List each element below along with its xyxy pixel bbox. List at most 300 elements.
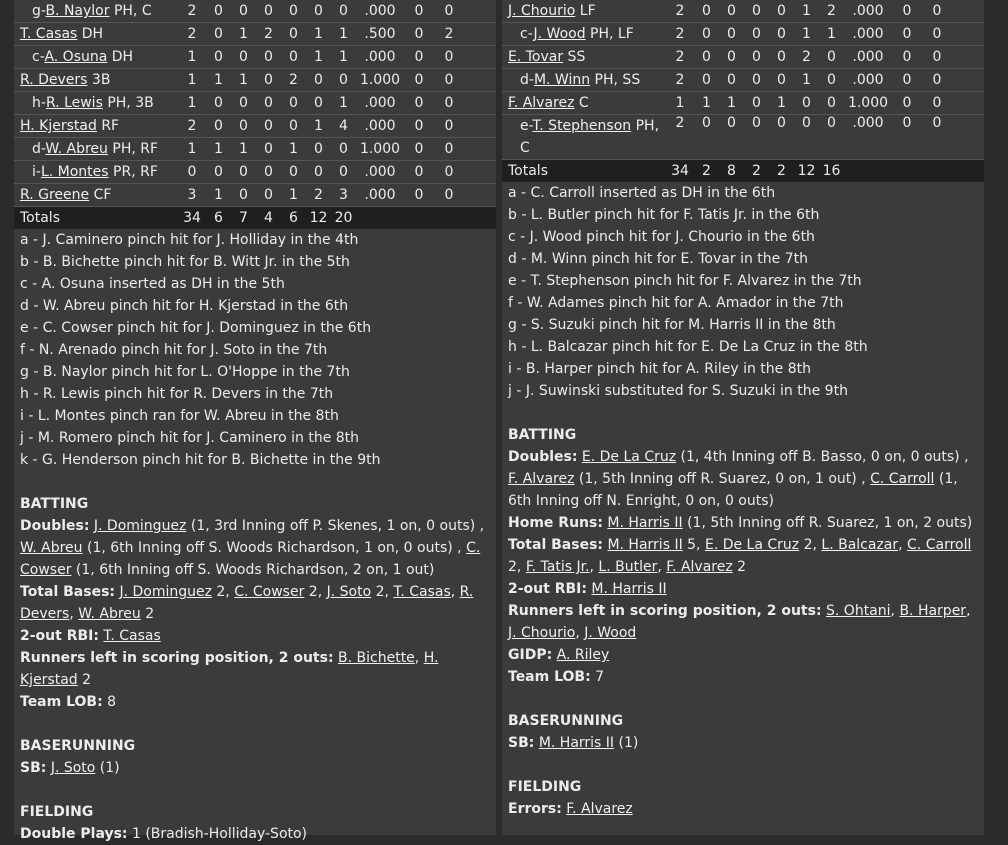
right-risp: Runners left in scoring position, 2 outs: S. Ohtani, B. Harper, J. Chourio, J. Wood — [508, 603, 971, 641]
right-fielding-heading: FIELDING — [508, 779, 582, 795]
player-link[interactable]: J. Soto — [50, 760, 96, 776]
spacer-cell — [952, 69, 984, 92]
player-row — [14, 161, 496, 184]
player-link[interactable]: L. Butler — [598, 559, 658, 575]
stat-cell: 0 — [819, 46, 844, 69]
stat-cell: 0 — [256, 69, 281, 92]
stat-cell: 0 — [922, 92, 952, 115]
totals-stat: 2 — [769, 160, 794, 183]
stat-cell: 1 — [231, 138, 256, 161]
player-link[interactable]: H. Kjerstad — [20, 118, 97, 134]
left-stolen-bases: SB: J. Soto (1) — [20, 760, 120, 776]
player-link[interactable]: E. De La Cruz — [581, 449, 677, 465]
totals-stat: 8 — [719, 160, 744, 183]
player-row — [14, 115, 496, 138]
spacer-cell — [464, 69, 496, 92]
stat-cell: 0 — [281, 23, 306, 46]
stat-cell: 1 — [206, 69, 231, 92]
sub-prefix: e- — [520, 118, 533, 134]
player-link[interactable]: J. Dominguez — [93, 518, 187, 534]
spacer-cell — [464, 115, 496, 138]
stat-cell: 2 — [178, 23, 206, 46]
player-row — [14, 92, 496, 115]
player-link[interactable]: M. Harris II — [607, 537, 683, 553]
player-position: C — [574, 95, 589, 111]
spacer-cell — [464, 23, 496, 46]
stat-cell: 0 — [231, 184, 256, 207]
stat-cell: 0 — [306, 161, 331, 184]
stat-cell: .000 — [844, 0, 892, 23]
stat-cell: 0 — [922, 115, 952, 160]
stat-cell: 0 — [306, 138, 331, 161]
totals-stat: 4 — [256, 207, 281, 230]
right-total-bases: Total Bases: M. Harris II 5, E. De La Cruz 2, L. Balcazar, C. Carroll 2, F. Tatis Jr., L. Butler, F. Alvarez 2 — [508, 537, 972, 575]
stat-cell: 0 — [744, 69, 769, 92]
stat-cell: 0 — [306, 0, 331, 23]
player-position: PH, C — [520, 118, 660, 156]
substitution-note: g - B. Naylor pinch hit for L. O'Hoppe in the 7th — [20, 364, 350, 380]
right-team-lob: Team LOB: 7 — [508, 669, 605, 685]
stat-cell: 0 — [434, 0, 464, 23]
player-link[interactable]: F. Tatis Jr. — [525, 559, 590, 575]
right-doubles: Doubles: E. De La Cruz (1, 4th Inning off B. Basso, 0 on, 0 outs) , F. Alvarez (1, 5th Inning off R. Suarez, 0 on, 1 out) , C. Carroll (1, 6th Inning off N. Enright, 0 on, 0 outs) — [508, 449, 969, 509]
stat-cell: 0 — [769, 46, 794, 69]
stat-cell: 0 — [281, 161, 306, 184]
player-link[interactable]: B. Bichette — [338, 650, 415, 666]
player-row — [502, 69, 984, 92]
stat-cell: 0 — [206, 92, 231, 115]
stat-cell: 1 — [231, 23, 256, 46]
player-position: LF — [575, 3, 596, 19]
stat-cell: .000 — [356, 184, 404, 207]
stat-cell: 2 — [178, 115, 206, 138]
stat-cell: 0 — [306, 92, 331, 115]
player-cell — [14, 138, 178, 161]
stat-cell: 2 — [306, 184, 331, 207]
totals-stat: 20 — [331, 207, 356, 230]
stat-cell: .000 — [356, 161, 404, 184]
player-position: PH, C — [109, 3, 152, 19]
stat-cell: 0 — [819, 69, 844, 92]
stat-cell: 1 — [819, 23, 844, 46]
spacer-cell — [464, 138, 496, 161]
left-team-boxscore — [14, 0, 496, 842]
stat-cell: 0 — [404, 184, 434, 207]
stat-cell: 0 — [892, 46, 922, 69]
left-risp: Runners left in scoring position, 2 outs: B. Bichette, H. Kjerstad 2 — [20, 650, 439, 688]
stat-cell: 0 — [719, 69, 744, 92]
stat-cell: 2 — [794, 46, 819, 69]
stat-cell: 0 — [256, 46, 281, 69]
player-position: PH, SS — [590, 72, 641, 88]
sub-prefix: d- — [32, 141, 46, 157]
stat-cell: 0 — [256, 184, 281, 207]
totals-stat — [404, 207, 434, 230]
player-row — [14, 23, 496, 46]
stat-cell: 0 — [719, 23, 744, 46]
substitution-note: g - S. Suzuki pinch hit for M. Harris II in the 8th — [508, 317, 836, 333]
stat-cell: 0 — [231, 161, 256, 184]
right-team-boxscore — [502, 0, 984, 835]
stat-cell: 1 — [178, 69, 206, 92]
stat-cell: 0 — [719, 46, 744, 69]
player-link[interactable]: B. Harper — [899, 603, 967, 619]
player-cell — [502, 69, 666, 92]
player-link[interactable]: F. Alvarez — [508, 471, 575, 487]
spacer-cell — [464, 0, 496, 23]
player-link[interactable]: M. Harris II — [538, 735, 615, 751]
right-substitution-notes — [502, 182, 984, 402]
substitution-note: k - G. Henderson pinch hit for B. Bichette in the 9th — [20, 452, 381, 468]
player-row — [14, 138, 496, 161]
totals-stat — [922, 160, 952, 183]
player-cell — [502, 46, 666, 69]
substitution-note: c - J. Wood pinch hit for J. Chourio in the 6th — [508, 229, 815, 245]
spacer-cell — [952, 23, 984, 46]
player-link[interactable]: A. Riley — [556, 647, 610, 663]
player-link[interactable]: F. Alvarez — [666, 559, 733, 575]
stat-cell: 0 — [404, 69, 434, 92]
totals-row — [502, 160, 984, 183]
player-link[interactable]: W. Abreu — [45, 141, 108, 157]
stat-cell: 0 — [256, 115, 281, 138]
stat-cell: .000 — [844, 69, 892, 92]
totals-stat: 12 — [794, 160, 819, 183]
player-cell — [14, 46, 178, 69]
player-link[interactable]: J. Soto — [326, 584, 372, 600]
stat-cell: 0 — [769, 23, 794, 46]
stat-cell: 0 — [819, 115, 844, 160]
player-link[interactable]: E. De La Cruz — [704, 537, 800, 553]
stat-cell: 0 — [744, 92, 769, 115]
stat-cell: 1 — [231, 69, 256, 92]
player-link[interactable]: E. Tovar — [508, 49, 564, 65]
player-cell — [502, 23, 666, 46]
substitution-note: a - C. Carroll inserted as DH in the 6th — [508, 185, 776, 201]
player-link[interactable]: R. Devers — [20, 72, 88, 88]
left-doubles: Doubles: J. Dominguez (1, 3rd Inning off P. Skenes, 1 on, 0 outs) , W. Abreu (1, 6th Inning off S. Woods Richardson, 1 on, 0 outs) , C. Cowser (1, 6th Inning off S. Woods Richardson, 2 on, 1 out) — [20, 518, 485, 578]
spacer-cell — [464, 46, 496, 69]
player-row — [502, 0, 984, 23]
player-position: CF — [89, 187, 112, 203]
stat-cell: 0 — [694, 46, 719, 69]
substitution-note: b - L. Butler pinch hit for F. Tatis Jr. in the 6th — [508, 207, 820, 223]
sub-prefix: i- — [32, 164, 41, 180]
stat-cell: 0 — [206, 23, 231, 46]
stat-cell: 0 — [794, 92, 819, 115]
stat-cell: 1 — [306, 23, 331, 46]
stat-cell: 1 — [794, 0, 819, 23]
totals-stat: 12 — [306, 207, 331, 230]
player-position: 3B — [87, 72, 111, 88]
player-link[interactable]: T. Casas — [20, 26, 78, 42]
player-row — [502, 46, 984, 69]
player-link[interactable]: F. Alvarez — [508, 95, 575, 111]
player-row — [502, 115, 984, 160]
stat-cell: 0 — [206, 46, 231, 69]
player-link[interactable]: R. Greene — [20, 187, 90, 203]
player-position: PH, 3B — [102, 95, 154, 111]
totals-stat: 2 — [694, 160, 719, 183]
right-gidp: GIDP: A. Riley — [508, 647, 610, 663]
spacer-cell — [952, 0, 984, 23]
spacer-cell — [952, 160, 984, 183]
stat-cell: 1.000 — [356, 138, 404, 161]
substitution-note: f - W. Adames pinch hit for A. Amador in the 7th — [508, 295, 844, 311]
totals-stat: 34 — [666, 160, 694, 183]
stat-cell: .000 — [356, 92, 404, 115]
right-batting-section — [502, 424, 984, 820]
stat-cell: 0 — [256, 0, 281, 23]
player-link[interactable]: J. Wood — [584, 625, 637, 641]
player-link[interactable]: J. Chourio — [508, 3, 576, 19]
stat-cell: 0 — [331, 69, 356, 92]
player-position: SS — [563, 49, 586, 65]
player-link[interactable]: C. Cowser — [234, 584, 305, 600]
stat-cell: 0 — [892, 115, 922, 160]
right-home-runs: Home Runs: M. Harris II (1, 5th Inning off R. Suarez, 1 on, 2 outs) — [508, 515, 973, 531]
stat-cell: 0 — [694, 115, 719, 160]
player-link[interactable]: W. Abreu — [20, 540, 83, 556]
stat-cell: 0 — [744, 0, 769, 23]
totals-stat: 16 — [819, 160, 844, 183]
spacer-cell — [464, 184, 496, 207]
player-link[interactable]: M. Winn — [533, 72, 591, 88]
stat-cell: 2 — [666, 46, 694, 69]
player-cell — [502, 92, 666, 115]
stat-cell: 0 — [231, 46, 256, 69]
stat-cell: 2 — [819, 0, 844, 23]
totals-stat — [356, 207, 404, 230]
stat-cell: 0 — [922, 0, 952, 23]
player-cell — [14, 0, 178, 23]
stat-cell: 3 — [331, 184, 356, 207]
player-link[interactable]: C. Carroll — [907, 537, 972, 553]
player-link[interactable]: L. Balcazar — [821, 537, 899, 553]
player-position: DH — [107, 49, 134, 65]
stat-cell: 0 — [281, 46, 306, 69]
stat-cell: 1 — [769, 92, 794, 115]
right-stolen-bases: SB: M. Harris II (1) — [508, 735, 639, 751]
stat-cell: 0 — [922, 23, 952, 46]
stat-cell: 0 — [331, 161, 356, 184]
player-position: PR, RF — [108, 164, 158, 180]
totals-stat — [844, 160, 892, 183]
stat-cell: 0 — [404, 161, 434, 184]
stat-cell: 0 — [434, 92, 464, 115]
player-cell — [502, 115, 666, 160]
stat-cell: 2 — [666, 69, 694, 92]
left-team-lob: Team LOB: 8 — [20, 694, 117, 710]
player-link[interactable]: W. Abreu — [78, 606, 141, 622]
stat-cell: 2 — [256, 23, 281, 46]
stat-cell: 0 — [434, 184, 464, 207]
stat-cell: 1 — [178, 138, 206, 161]
player-row — [14, 0, 496, 23]
substitution-note: h - L. Balcazar pinch hit for E. De La Cruz in the 8th — [508, 339, 868, 355]
left-fielding-heading: FIELDING — [20, 804, 94, 820]
player-link[interactable]: R. Devers — [20, 584, 474, 622]
stat-cell: 0 — [892, 69, 922, 92]
left-total-bases: Total Bases: J. Dominguez 2, C. Cowser 2, J. Soto 2, T. Casas, R. Devers, W. Abreu 2 — [20, 584, 474, 622]
spacer-cell — [464, 207, 496, 230]
left-substitution-notes — [14, 229, 496, 471]
stat-cell: 1 — [178, 46, 206, 69]
player-position: PH, LF — [585, 26, 634, 42]
substitution-note: a - J. Caminero pinch hit for J. Holliday in the 4th — [20, 232, 359, 248]
stat-cell: 0 — [744, 115, 769, 160]
player-link[interactable]: M. Harris II — [591, 581, 667, 597]
stat-cell: 0 — [434, 138, 464, 161]
stat-cell: .000 — [356, 115, 404, 138]
substitution-note: h - R. Lewis pinch hit for R. Devers in the 7th — [20, 386, 334, 402]
player-link[interactable]: H. Kjerstad — [20, 650, 439, 688]
stat-cell: 0 — [892, 0, 922, 23]
left-baserunning-heading: BASERUNNING — [20, 738, 136, 754]
player-link[interactable]: F. Alvarez — [566, 801, 633, 817]
player-link[interactable]: S. Ohtani — [826, 603, 891, 619]
spacer-cell — [464, 92, 496, 115]
stat-cell: 0 — [892, 23, 922, 46]
stat-cell: 2 — [666, 23, 694, 46]
stat-cell: 0 — [404, 138, 434, 161]
totals-stat: 34 — [178, 207, 206, 230]
substitution-note: d - W. Abreu pinch hit for H. Kjerstad in the 6th — [20, 298, 349, 314]
totals-label: Totals — [502, 160, 666, 183]
stat-cell: 0 — [281, 0, 306, 23]
stat-cell: 1 — [306, 46, 331, 69]
stat-cell: 0 — [694, 69, 719, 92]
stat-cell: .000 — [356, 0, 404, 23]
stat-cell: 0 — [331, 0, 356, 23]
player-link[interactable]: A. Osuna — [44, 49, 108, 65]
player-position: DH — [77, 26, 104, 42]
player-cell — [14, 92, 178, 115]
stat-cell: 0 — [256, 161, 281, 184]
left-two-out-rbi: 2-out RBI: T. Casas — [20, 628, 161, 644]
stat-cell: .500 — [356, 23, 404, 46]
stat-cell: 1 — [178, 92, 206, 115]
player-link[interactable]: C. Cowser — [20, 540, 481, 578]
stat-cell: 0 — [281, 92, 306, 115]
totals-stat: 6 — [281, 207, 306, 230]
stat-cell: 0 — [794, 115, 819, 160]
totals-row — [14, 207, 496, 230]
right-errors: Errors: F. Alvarez — [508, 801, 633, 817]
stat-cell: 0 — [231, 92, 256, 115]
sub-prefix: c- — [520, 26, 534, 42]
left-double-plays: Double Plays: 1 (Bradish-Holliday-Soto) — [20, 826, 308, 842]
player-link[interactable]: C. Carroll — [870, 471, 935, 487]
stat-cell: 0 — [306, 69, 331, 92]
substitution-note: b - B. Bichette pinch hit for B. Witt Jr. in the 5th — [20, 254, 350, 270]
player-link[interactable]: J. Wood — [533, 26, 586, 42]
stat-cell: 0 — [231, 0, 256, 23]
player-cell — [14, 184, 178, 207]
stat-cell: 0 — [434, 46, 464, 69]
right-batting-heading: BATTING — [508, 427, 577, 443]
spacer-cell — [464, 161, 496, 184]
stat-cell: 1 — [694, 92, 719, 115]
totals-stat: 2 — [744, 160, 769, 183]
player-link[interactable]: T. Casas — [393, 584, 451, 600]
substitution-note: d - M. Winn pinch hit for E. Tovar in the 7th — [508, 251, 808, 267]
sub-prefix: g- — [32, 3, 46, 19]
substitution-note: c - A. Osuna inserted as DH in the 5th — [20, 276, 285, 292]
sub-prefix: c- — [32, 49, 45, 65]
stat-cell: 0 — [922, 69, 952, 92]
left-batting-table — [14, 0, 496, 229]
player-link[interactable]: T. Casas — [103, 628, 161, 644]
stat-cell: 0 — [769, 69, 794, 92]
player-link[interactable]: J. Dominguez — [119, 584, 212, 600]
player-position: PH, RF — [107, 141, 159, 157]
stat-cell: 0 — [256, 138, 281, 161]
stat-cell: 0 — [404, 92, 434, 115]
stat-cell: 2 — [666, 115, 694, 160]
player-row — [14, 69, 496, 92]
stat-cell: 1 — [666, 92, 694, 115]
player-link[interactable]: M. Harris II — [607, 515, 683, 531]
stat-cell: 1 — [719, 92, 744, 115]
substitution-note: j - M. Romero pinch hit for J. Caminero in the 8th — [20, 430, 360, 446]
stat-cell: 1 — [281, 184, 306, 207]
player-row — [14, 46, 496, 69]
sub-prefix: h- — [32, 95, 46, 111]
stat-cell: 0 — [404, 23, 434, 46]
player-link[interactable]: L. Montes — [40, 164, 109, 180]
player-position: RF — [96, 118, 120, 134]
stat-cell: 0 — [819, 92, 844, 115]
stat-cell: 0 — [719, 0, 744, 23]
stat-cell: .000 — [844, 115, 892, 160]
player-cell — [14, 23, 178, 46]
stat-cell: 1 — [331, 46, 356, 69]
stat-cell: 1.000 — [356, 69, 404, 92]
stat-cell: 0 — [256, 92, 281, 115]
player-link[interactable]: T. Stephenson — [532, 118, 632, 134]
player-link[interactable]: B. Naylor — [45, 3, 110, 19]
stat-cell: 0 — [404, 46, 434, 69]
stat-cell: 1 — [331, 23, 356, 46]
stat-cell: .000 — [356, 46, 404, 69]
stat-cell: 0 — [719, 115, 744, 160]
stat-cell: 1 — [794, 23, 819, 46]
player-cell — [14, 161, 178, 184]
stat-cell: .000 — [844, 23, 892, 46]
totals-stat — [434, 207, 464, 230]
right-baserunning-heading: BASERUNNING — [508, 713, 624, 729]
stat-cell: .000 — [844, 46, 892, 69]
stat-cell: 2 — [281, 69, 306, 92]
stat-cell: 0 — [694, 23, 719, 46]
left-batting-heading: BATTING — [20, 496, 89, 512]
stat-cell: 0 — [281, 115, 306, 138]
player-link[interactable]: R. Lewis — [45, 95, 103, 111]
substitution-note: i - B. Harper pinch hit for A. Riley in the 8th — [508, 361, 811, 377]
substitution-note: i - L. Montes pinch ran for W. Abreu in the 8th — [20, 408, 339, 424]
stat-cell: 0 — [744, 23, 769, 46]
stat-cell: 1 — [281, 138, 306, 161]
stat-cell: 4 — [331, 115, 356, 138]
player-link[interactable]: J. Chourio — [508, 625, 576, 641]
stat-cell: 2 — [434, 23, 464, 46]
right-batting-table — [502, 0, 984, 182]
substitution-note: e - T. Stephenson pinch hit for F. Alvarez in the 7th — [508, 273, 862, 289]
sub-prefix: d- — [520, 72, 534, 88]
substitution-note: e - C. Cowser pinch hit for J. Dominguez in the 6th — [20, 320, 372, 336]
player-cell — [502, 0, 666, 23]
